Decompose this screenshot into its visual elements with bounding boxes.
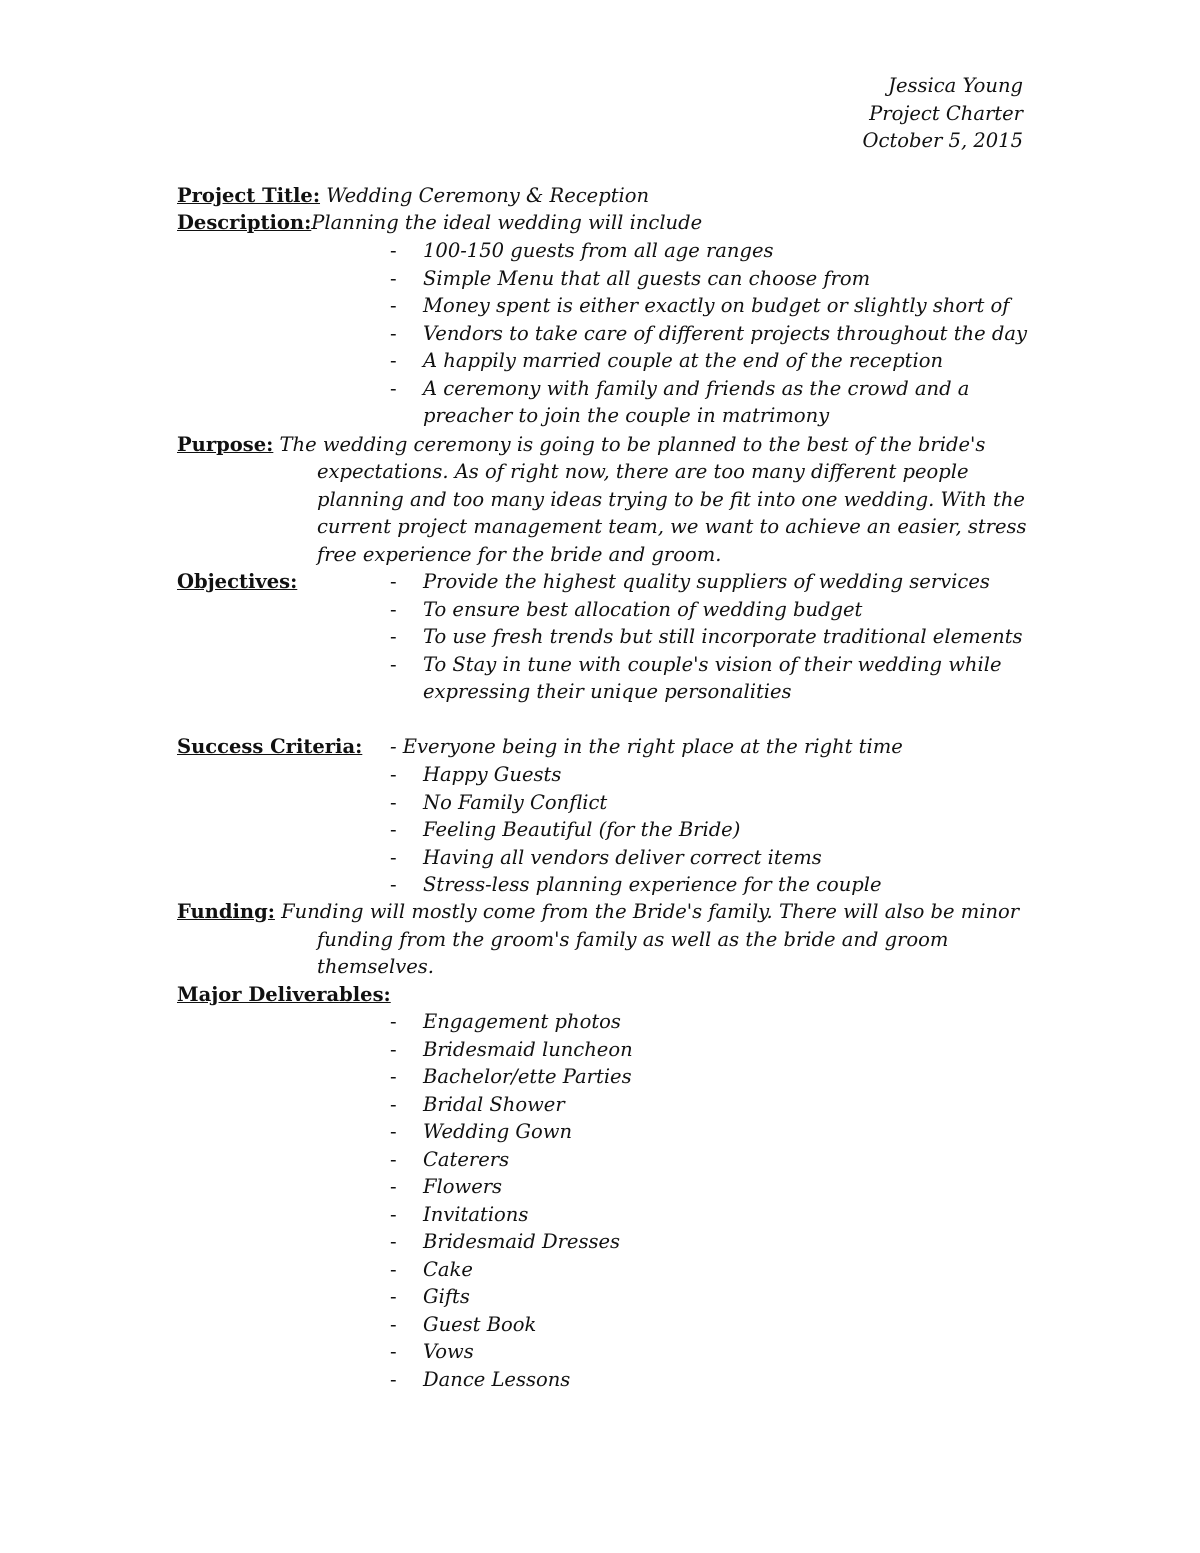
purpose-label: Purpose: bbox=[177, 433, 274, 456]
success-criteria-label: Success Criteria: bbox=[177, 735, 363, 758]
list-item: Money spent is either exactly on budget or slightly short of bbox=[423, 294, 1010, 317]
list-item: Caterers bbox=[423, 1147, 510, 1171]
list-dash: - bbox=[390, 1340, 397, 1363]
list-dash: - bbox=[390, 321, 397, 345]
author-name: Jessica Young bbox=[888, 74, 1023, 97]
list-item: 100-150 guests from all age ranges bbox=[423, 239, 774, 262]
list-dash: - bbox=[390, 625, 397, 648]
list-item: Guest Book bbox=[423, 1312, 537, 1336]
list-dash: - bbox=[390, 845, 397, 869]
list-dash: - bbox=[390, 873, 397, 896]
funding-line: Funding will mostly come from the Bride's family. There will also be minor bbox=[281, 900, 1020, 923]
list-item: A happily married couple at the end of the reception bbox=[423, 349, 944, 372]
list-dash: - bbox=[390, 652, 397, 676]
list-item: Vows bbox=[423, 1340, 474, 1363]
description-label: Description: bbox=[177, 211, 312, 234]
list-dash: - bbox=[390, 349, 397, 372]
list-item: Invitations bbox=[423, 1202, 529, 1226]
list-dash: - bbox=[390, 376, 397, 400]
list-item: Gifts bbox=[423, 1285, 470, 1308]
list-item: Happy Guests bbox=[423, 763, 562, 786]
list-item: A ceremony with family and friends as the crowd and a bbox=[423, 376, 970, 400]
purpose-row bbox=[177, 431, 985, 458]
list-item: Engagement photos bbox=[423, 1010, 621, 1033]
funding-line: themselves. bbox=[317, 955, 434, 978]
list-dash: - bbox=[390, 1202, 397, 1226]
list-dash: - bbox=[390, 597, 397, 621]
list-item: Having all vendors deliver correct items bbox=[423, 845, 822, 869]
purpose-line: planning and too many ideas trying to be fit into one wedding. With the bbox=[317, 488, 1025, 511]
project-title-label: Project Title: bbox=[177, 184, 321, 207]
list-dash: - bbox=[390, 1120, 397, 1143]
list-item: Dance Lessons bbox=[423, 1367, 571, 1391]
deliverables-label: Major Deliverables: bbox=[177, 983, 391, 1006]
funding-line: funding from the groom's family as well as the bride and groom bbox=[317, 928, 949, 951]
list-item: Cake bbox=[423, 1257, 473, 1281]
document-type: Project Charter bbox=[869, 102, 1023, 125]
deliverables-row bbox=[177, 981, 391, 1008]
list-dash: - bbox=[390, 1312, 397, 1336]
list-dash: - bbox=[390, 239, 397, 262]
description-intro: Planning the ideal wedding will include bbox=[311, 211, 703, 234]
funding-row bbox=[177, 898, 1019, 925]
list-item: Vendors to take care of different projects throughout the day bbox=[423, 321, 1027, 345]
list-dash: - bbox=[390, 294, 397, 317]
document-date: October 5, 2015 bbox=[862, 129, 1023, 152]
list-dash: - bbox=[390, 1037, 397, 1061]
list-item: Bridesmaid luncheon bbox=[423, 1037, 633, 1061]
purpose-line: free experience for the bride and groom. bbox=[317, 543, 722, 566]
list-item: Provide the highest quality suppliers of wedding services bbox=[423, 570, 990, 593]
list-item: expressing their unique personalities bbox=[423, 680, 792, 703]
list-item: Stress-less planning experience for the couple bbox=[423, 873, 882, 896]
list-item: To Stay in tune with couple's vision of their wedding while bbox=[423, 652, 1002, 676]
list-dash: - bbox=[390, 266, 397, 290]
list-dash: - bbox=[390, 1367, 397, 1391]
list-dash: - bbox=[390, 790, 397, 814]
funding-label: Funding: bbox=[177, 900, 275, 923]
list-dash: - bbox=[390, 1175, 397, 1198]
list-item: To ensure best allocation of wedding budget bbox=[423, 597, 863, 621]
list-dash: - bbox=[390, 570, 397, 593]
project-title-row bbox=[177, 182, 649, 209]
list-item: Wedding Gown bbox=[423, 1120, 573, 1143]
list-item: Bridal Shower bbox=[423, 1092, 565, 1116]
list-item: Bridesmaid Dresses bbox=[423, 1230, 621, 1253]
list-dash: - bbox=[390, 1065, 397, 1088]
objectives-row bbox=[177, 568, 297, 595]
list-item: Simple Menu that all guests can choose from bbox=[423, 266, 871, 290]
objectives-label: Objectives: bbox=[177, 570, 298, 593]
success-criteria-row bbox=[177, 733, 362, 760]
list-dash: - bbox=[390, 818, 397, 841]
purpose-line: expectations. As of right now, there are too many different people bbox=[317, 460, 969, 483]
list-item: Feeling Beautiful (for the Bride) bbox=[423, 818, 741, 841]
purpose-line: The wedding ceremony is going to be planned to the best of the bride's bbox=[279, 433, 986, 456]
success-criteria-first: - Everyone being in the right place at the right time bbox=[390, 735, 903, 758]
list-dash: - bbox=[390, 1285, 397, 1308]
list-dash: - bbox=[390, 1147, 397, 1171]
list-dash: - bbox=[390, 1010, 397, 1033]
project-title-value: Wedding Ceremony & Reception bbox=[326, 184, 650, 207]
list-dash: - bbox=[390, 1230, 397, 1253]
list-item: To use fresh trends but still incorporate traditional elements bbox=[423, 625, 1023, 648]
purpose-line: current project management team, we want to achieve an easier, stress bbox=[317, 515, 1027, 538]
description-row bbox=[177, 209, 702, 236]
list-item: Flowers bbox=[423, 1175, 503, 1198]
list-dash: - bbox=[390, 1257, 397, 1281]
list-dash: - bbox=[390, 763, 397, 786]
list-item: Bachelor/ette Parties bbox=[423, 1065, 632, 1088]
list-dash: - bbox=[390, 1092, 397, 1116]
list-item: preacher to join the couple in matrimony bbox=[423, 404, 830, 427]
list-item: No Family Conflict bbox=[423, 790, 608, 814]
